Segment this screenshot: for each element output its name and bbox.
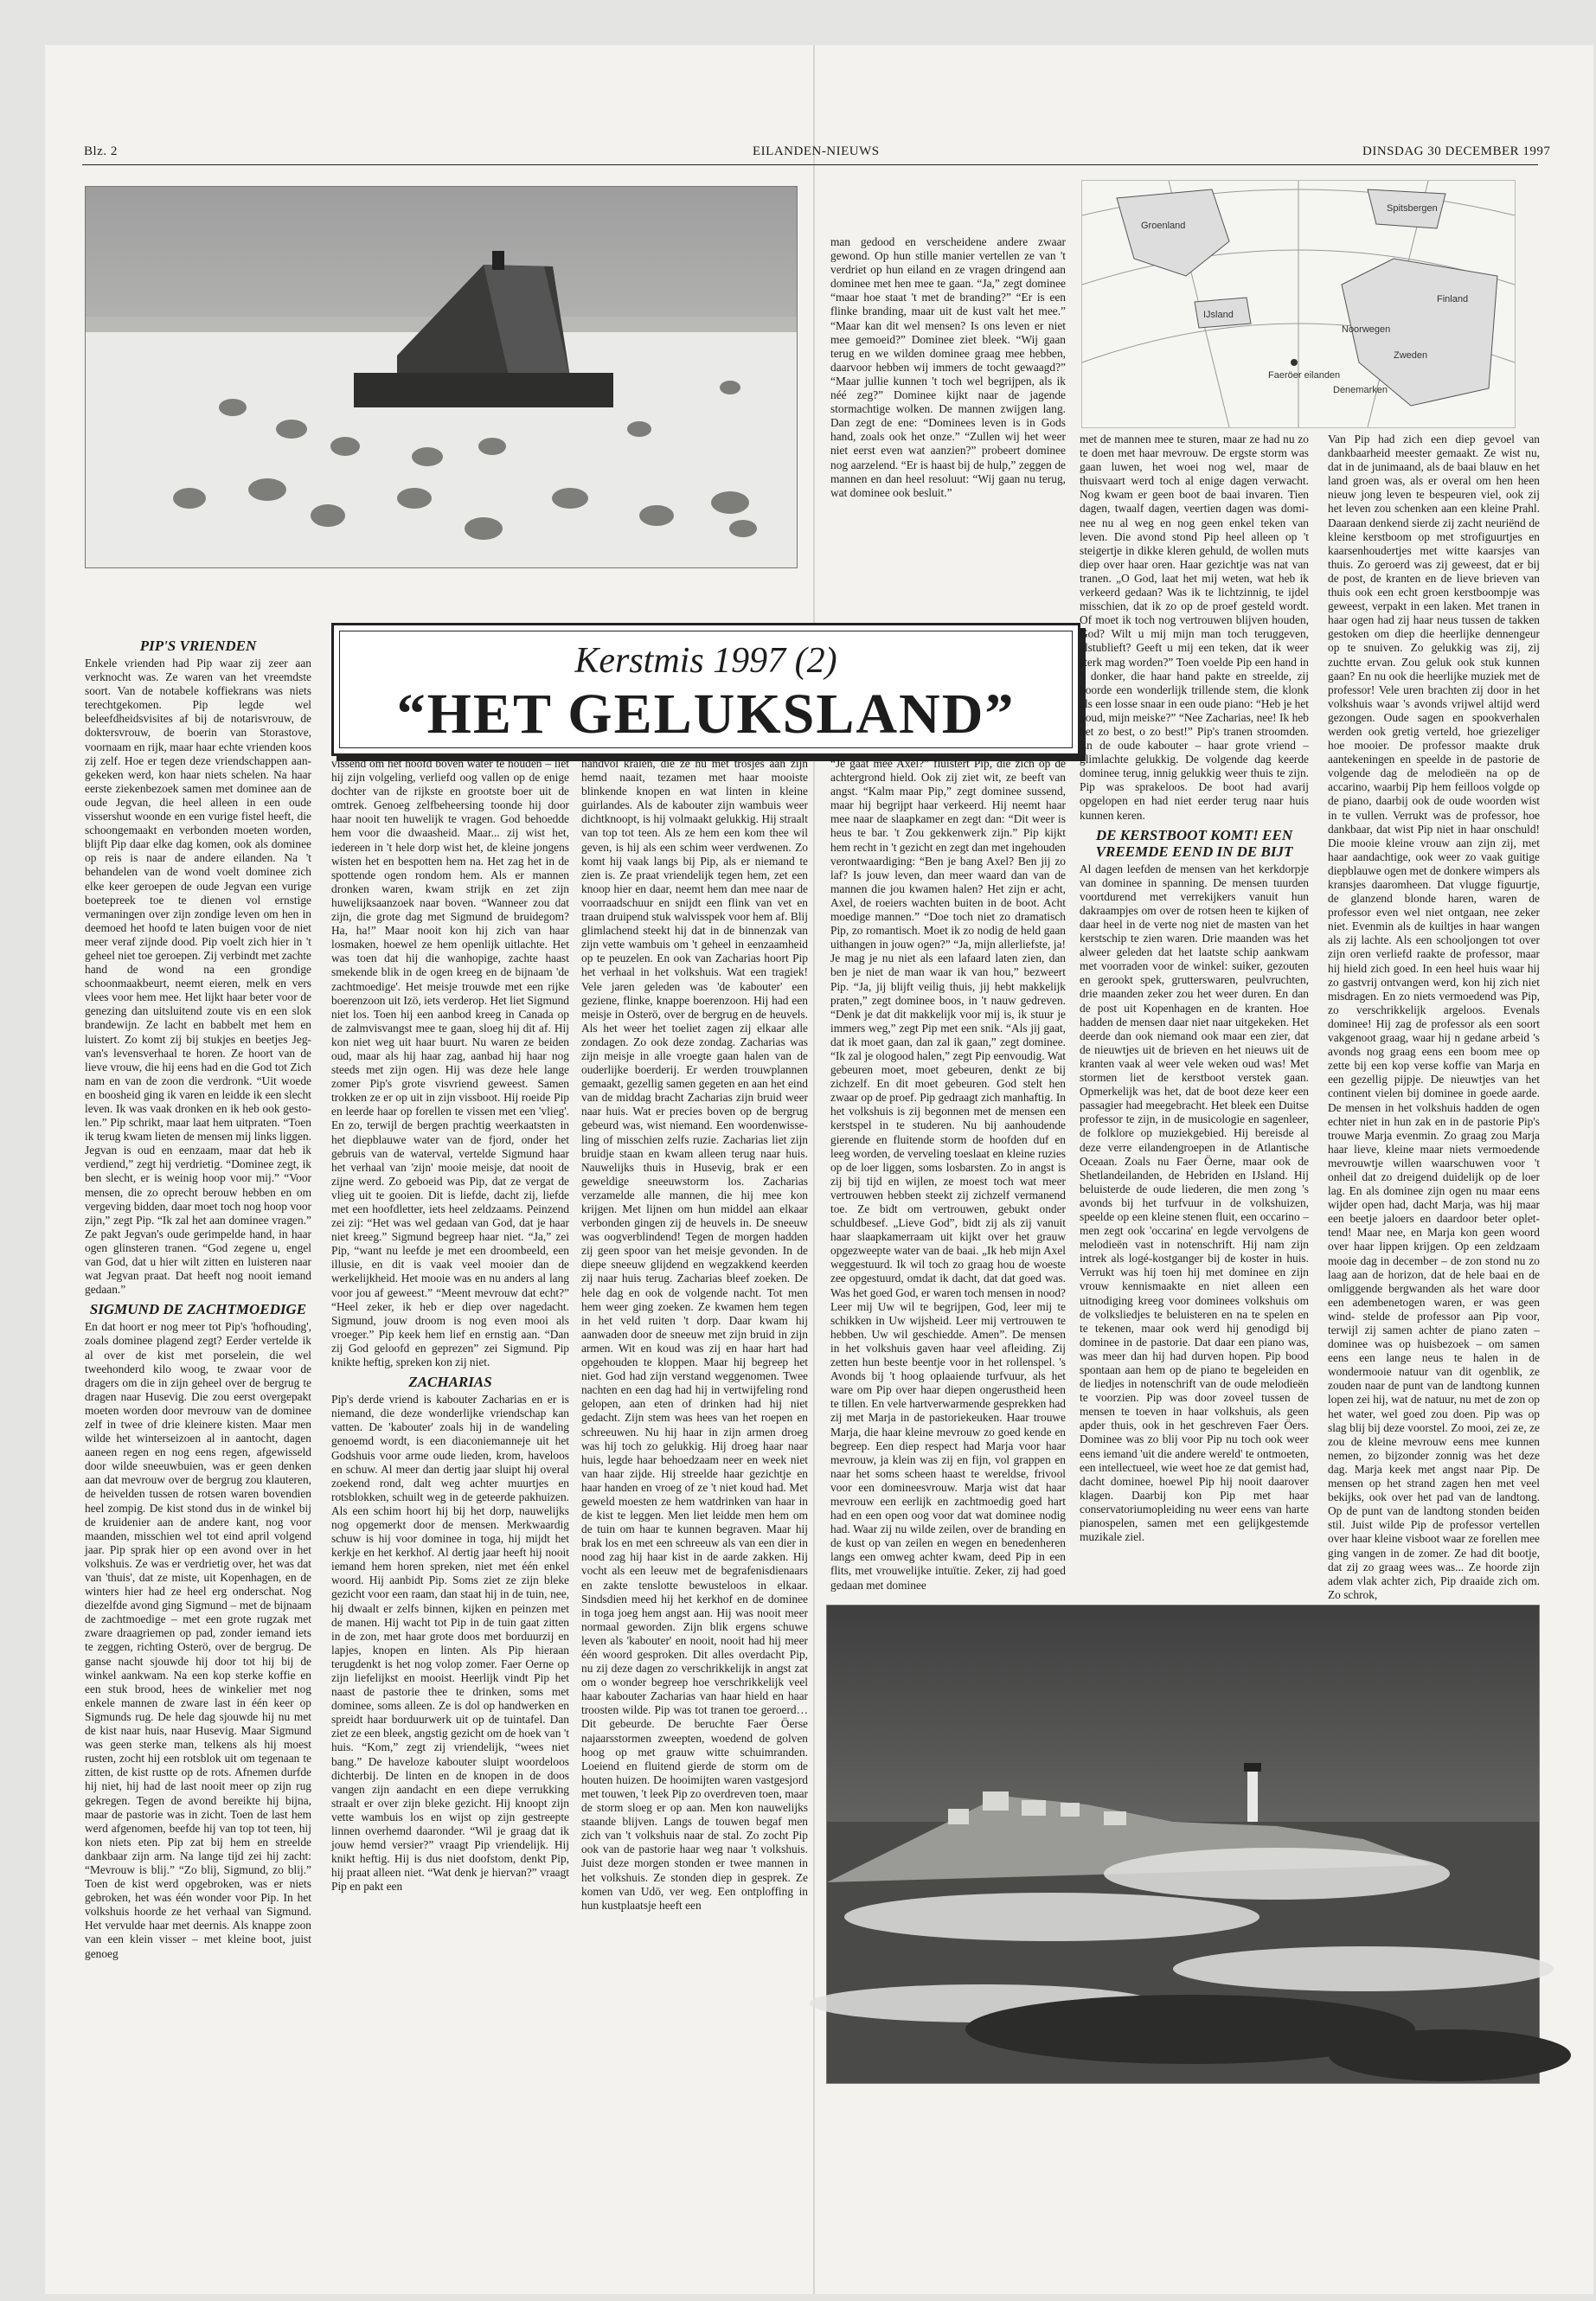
column-1 xyxy=(85,633,311,2255)
map-label-spitsbergen: Spitsbergen xyxy=(1387,203,1438,214)
article-text: Enkele vrienden had Pip waar zij zeer aan verknocht was. Ze waren van het vreemdste soort. Van de notabele koffiekrans was niets terechtgekomen. Pip legde wel beleefdheidsvisites af bij de notarisvrouw, de doktersvrouw, de boerin van Storastove, voornaam en rijk, maar haar echte vrienden koos zij zelf. Hoe er tegen deze vriendschappen aangekeken werd, kon haar niets schelen. Na haar eerste ziekenbezoek samen met dominee aan de oude Jegvan, die heel alleen in een oude vissershut woonde en een vurige fistel heeft, die schoongemaakt en verbonden moeten worden, blijft Pip daar elke dag komen, ook als dominee op reis is naar de andere eilanden. Na 't behandelen van de wond voelt dominee zich elke keer geroepen de oude Jegvan een vurige boetepreek toe te dienen vol ernstige vermaningen over zijn zondige leven om hen in deemoed het hoofd te laten buigen voor de niet meer veraf zijnde dood. Pip voelt zich hier in 't geheel niet toe geroepen. Zij verbindt met zachte hand de wond na een grondige schoonmaakbeurt, neemt eieren, melk en vers vlees voor hem mee. Het lijkt haar beter voor de genezing dan uitsluitend zoute vis en een slok brandewijn. Ze lacht en babbelt met hem en luistert. Zo komt zij bij stukjes en beetjes Jegvan's levensverhaal te horen. Ze hoort van de lieve vrouw, die hij eens had en die God tot Zich nam en van de zoon die verdronk. “Uit woede en boosheid ging ik varen en leidde ik een slecht leven. Ik was vaak dronken en ik heb ook gestolen.” Pip schrikt, maar laat hem uitpraten. “Toen ik terug kwam lieten de mensen mij links liggen. Jegvan is oud en eenzaam, maar dat heb ik verdiend,” zegt hij verdrietig. “Dominee zegt, ik ben slecht, er is weinig hoop voor mij.” “Voor mensen, die zo oprecht berouw hebben en om vergeving bidden, daar moet toch nog hoop voor zijn,” zegt Pip. “Ik zal het aan dominee vragen.” Ze pakt Jegvan's oude gerimpelde hand, in haar ogen glinsteren tranen. “God zegene u, engel van God, dat u hier wilt zitten en luisteren naar wat Jegvan praat. Dat heeft nog nooit iemand gedaan.” xyxy=(85,657,311,1297)
photo-stormy-coast-lighthouse xyxy=(826,1605,1540,2084)
page-number: Blz. 2 xyxy=(84,144,118,158)
map-label-finland: Finland xyxy=(1437,294,1469,304)
article-text: “Je gaat mée Axel?” fluistert Pip, die zich op de achtergrond hield. Ook zij ziet wit, ze beeft van angst. “Kalm maar Pip,” zegt dominee sussend, maar hij begrijpt haar verkeerd. Hij neemt haar mee naar de slaapkamer en zegt dan: “Dit weer is heus te bar. 't Zou gekkenwerk zijn.” Pip kijkt hem recht in 't gezicht en zegt dan met ingehouden verontwaardiging: “Ben je bang Axel? Ben jij zo laf? Is jouw leven, dan meer waard dan van de mannen die jou kwamen halen? Het zijn er acht, Axel, de roeiers wachten buiten in de boot. Acht moedige mannen.” “Doe toch niet zo dramatisch Pip, zo romantisch. Moet ik zo nodig de held gaan uithangen in jouw ogen?” “Ja, mijn allerliefste, ja! Je mag je nu niet als een lafaard laten zien, dan ben je niet de man waar ik van hou,” bezweert Pip. “Ja, jij blijft veilig thuis, jij hebt makkelijk praten,” zegt dominee boos, in 't nauw gedreven. “Denk je dat dit makkelijk voor mij is, ik stuur je immers weg,” zegt Pip met een snik. “Als jij gaat, dat ik moet gaan, dan zal ik gaan,” zegt dominee. “Ik zal je ologood halen,” zegt Pip eenvoudig. Wat gebeuren moet, moet gebeuren, denkt ze bij zichzelf. En dit moet gebeuren. God stelt hen zwaar op de proef. Pip gedraagt zich manhaftig. In het volkshuis is zij begonnen met de mensen een kerstspel in te studeren. Nu bij aanhoudende gierende en fluitende storm de hoofden duf en leeg worden, de verveling toeslaat en kleine ruzies op de loer liggen, soms losbarsten. Zo in angst is zij bij tijd en wijlen, ze moest toch wat meer vertrouwen hebben steekt zij zichzelf vermanend toe. Ze bidt om vertrouwen, gebukt onder schuldbesef. „Lieve God”, bidt zij als zij vanuit haar slaapkamerraam uit kijkt over het grauw opgezweepte water van de baai. „Ik heb mijn Axel weggestuurd. Ik wil toch zo graag hou de woeste zee opgestuurd, omdat ik dacht, dat dat goed was. Was het goed God, er waren toch mensen in nood? Leer mij Uw wil te begrijpen, God, leer mij te schikken in Uw wijsheid. Leer mij vertrouwen te hebben. Uw wil geschiedde. Amen”. De mensen in het volkshuis gaven haar veel afleiding. Zij zetten hun beste beentje voor in het rollenspel. 's Avonds bij 't hoog oplaaiende turfvuur, als het ware om Pip over haar diepen ongerustheid heen te tillen. En vele hartverwarmende gesprekken had zij met Marja in de pastoriekeuken. Haar trouwe Marja, die haar kleine mevrouw zo goed kende en begreep. Een diep respect had Marja voor haar mevrouw, ja klein was zij en fijn, vol grappen en naar het soms scheen haast te wereldse, frivool voor een domineesvrouw. Marja wist dat haar mevrouw een eerlijk en zachtmoedig goed hart had en een open oog voor dat wat dominee nodig had. Waar zij nu wilde zeilen, over de branding en de kust op van zeilen en wegen en benedenheren langs een omweg achter kwam, deed Pip in een flits, met vrouwelijke intuïtie. Zeker, zij had goed gedaan met dominee xyxy=(830,757,1066,1592)
map-label-zweden: Zweden xyxy=(1394,350,1428,361)
header-rule xyxy=(82,164,1538,165)
photo-farmhouse-sheep xyxy=(85,186,798,568)
column-4 xyxy=(830,757,1066,1592)
map-north-atlantic xyxy=(1081,180,1516,428)
paper-name: EILANDEN-NIEUWS xyxy=(753,144,880,158)
section-heading-kerstboot: DE KERSTBOOT KOMT! EEN VREEMDE EEND IN DE BIJT xyxy=(1095,826,1293,860)
page-fold xyxy=(813,45,815,2294)
article-text: man gedood en verscheidene andere zwaar gewond. Op hun stille manier vertellen ze van 't verdriet op hun eiland en ze vragen dringend aan dominee met hen mee te gaan. “Ja,” zegt dominee “maar hoe staat 't met de branding?” “Er is een flinke branding, maar uit de kust valt het mee.” “Maar kan dit wel mensen? Is ons leven er niet mee gemoeid?” Dominee ziet bleek. “Wij gaan terug en we wilden dominee graag mee hebben, daarvoor hebben wij immers de tocht gewaagd?” “Maar jullie kunnen 't toch wel begrijpen, als ik néé zeg?” Dominee kijkt naar de jagende stormachtige wolken. De mannen zwijgen lang. Dan zegt de ene: “Dominees leven is in Gods hand, zoals ook het onze.” “Zullen wij het weer niet eerst even wat aanzien?” probeert dominee nog aarzelend. “Er is haast bij de hulp,” zeggen de mannen en dan heel resoluut: “Wij gaan nu terug, wat dominee ook besluit.” xyxy=(830,235,1066,499)
article-text: En dat hoort er nog meer tot Pip's 'hofhouding', zoals dominee plagend zegt? Eerder vertelde ik al over de kist met porselein, die wel tweehonderd kilo woog, te zwaar voor de dragers om die in zijn geheel over de bergrug te dragen naar Husevig. Die zou eerst overgepakt moeten worden door mevrouw van de dominee zelf in twee of drie kleinere kisten. Maar men wilde het winterseizoen al in aantocht, dagen aaneen regen en nog eens regen, afgewisseld door wilde sneeuwbuien, was er geen denken aan dat mevrouw over de bergrug zou klauteren, de heivelden tussen de rotsen waren bovendien heel zompig. De kist stond dus in de winkel bij de kruidenier aan de andere kant, nog voor maanden, misschien wel tot eind april volgend jaar. Pip sprak hier op een avond over in het volkshuis. Ze was er verdrietig over, het was dat van 'thuis', dat ze miste, uit Kopenhagen, en de winters hier had ze heel erg onderschat. Nog diezelfde avond ging Sigmund – met de bijnaam de zachtmoedige – met een grote rugzak met zware draagriemen op pad, zonder iemand iets te zeggen, richting Osterö, over de bergrug. De ganse nacht sjouwde hij door tot hij bij de winkel aankwam. Na een kop sterke koffie en een stuk brood, hees de winkelier met nog enkele mannen de zware last in één keer op Sigmunds rug. De hele dag sjouwde hij nu met de kist naar huis, naar Husevig. Maar Sigmund was geen sterke man, telkens als hij moest rusten, zocht hij een rotsblok uit om tegenaan te zitten, de kist rustte op de rots. Afnemen durfde hij niet, hij had de last nooit meer op zijn rug gekregen. Tegen de avond bereikte hij bijna, maar de pastorie was in zicht. Toen de last hem werd afgenomen, beefde hij van top tot teen, hij kon niets eten. Pip zat bij hem en streelde dankbaar zijn arm. Na lange tijd zei hij zacht: “Mevrouw is blij.” “Zo blij, Sigmund, zo blij.” Toen de kist werd opgebroken, was er niets gebroken, het was één wonder voor Pip. In het volkshuis hoorde ze het verhaal van Sigmund. Het vervulde haar met deernis. Als knappe zoon van een klein visser – met kleine boot, juist genoeg xyxy=(85,1320,311,1960)
column-2 xyxy=(331,757,569,2255)
column-3 xyxy=(581,757,808,2255)
article-text: vissend om het hoofd boven water te houden – liet hij zijn volgeling, verliefd oog vallen op de enige dochter van de rijkste en grootste boer uit de omtrek. Genoeg zelfbeheersing toonde hij door haar nooit ten huwelijk te vragen. God behoedde hem voor die dwaasheid. Maar... zij wist het, iedereen in 't hele dorp wist het, de kleine jongens wisten het en bespotten hem na. Het zag het in de spottende ogen rondom hem. Als er mannen dronken waren, kwam strijk en zet zijn huwelijksaanzoek naar boven. “Wanneer zou dat zijn, die grote dag met Sigmund de bruidegom? Ha, ha!” Maar nooit kon hij zich van haar losmaken, hoewel ze hem openlijk uitlachte. Het was toen dat hij die wanhopige, zachte haast smekende blik in de ogen kreeg en de bijnaam 'de zachtmoedige'. Het meisje trouwde met een rijke boerenzoon uit Izö, iets verderop. Het liet Sigmund niet los. Toen hij een aanbod kreeg in Canada op de zalmvisvangst mee te gaan, sloeg hij dit af. Hij kon niet weg uit haar buurt. Nu waren ze beiden oud, maar als hij haar zag, aanbad hij haar nog steeds met zijn ogen. Hij was deze hele lange zomer Pip's grote visvriend geweest. Samen trokken ze er op uit in zijn vissboot. Hij roeide Pip en leerde haar op forellen te vissen met een 'vlieg'. En zo, terwijl de bergen prachtig weerkaatsten in het diepblauwe water van de fjord, onder het gebruis van de waterval, vertelde Sigmund haar het verhaal van 'zijn' mooie meisje, dat nooit de zijne werd. Zo geboeid was Pip, dat ze vergat de vlieg uit te gooien. Dit is liefde, dacht zij, liefde met een hoofdletter, iets heel zeldzaams. Peinzend zei zij: “Het was wel gedaan van God, dat je haar niet kreeg.” Sigmund begreep haar niet. “Ja,” zei Pip, “want nu leefde je met een droombeeld, een illusie, en dit is vaak veel mooier dan de werkelijkheid. Het mooie was en nu anders al lang voor jou af geweest.” “Meent mevrouw dat echt?” “Heel zeker, ik heb er diep over nagedacht. Sigmund, jouw droom is nog even mooi als vroeger.” Pip keek hem lief en ernstig aan. “Dan zij God geloofd en geprezen” zei Sigmund. Pip knikte heftig, spreken kon zij niet. xyxy=(331,757,569,1369)
map-label-groenland: Groenland xyxy=(1141,221,1186,231)
section-heading-sigmund: SIGMUND DE ZACHTMOEDIGE xyxy=(89,1301,307,1318)
headline-title: “HET GELUKSLAND” xyxy=(396,683,1016,746)
map-label-ijsland: IJsland xyxy=(1203,310,1234,320)
column-6 xyxy=(1328,433,1540,1601)
map-label-faeroer: Faeröer eilanden xyxy=(1268,370,1341,381)
section-heading-pips-vrienden: PIP'S VRIENDEN xyxy=(139,638,257,654)
headline-box xyxy=(331,623,1080,756)
column-4-top xyxy=(830,235,1066,616)
issue-date: DINSDAG 30 DECEMBER 1997 xyxy=(1362,144,1551,158)
headline-frame xyxy=(339,631,1073,748)
headline-kicker: Kerstmis 1997 (2) xyxy=(574,641,837,681)
article-text: Al dagen leefden de mensen van het kerkdorpje van dominee in spanning. De mensen tuurden voortdurend met verrekijkers vanuit hun dakraampjes om over de rotsen heen te kijken of daar heel in de verte nog niet de masten van het kerstschip te zien waren. Drie maanden was het alweer geleden dat het laatste schip aankwam met voorraden voor de winkel: suiker, gezouten en gerookt spek, grutterswaren, peulvruchten, drie maanden zeker zou het weer duren. En dan de post uit Kopenhagen en de kranten. Hoe hadden de mensen daar niet naar uitgekeken. Het deerde dan ook niemand ook maar een zier, dat de nieuwtjes uit de brieven en het nieuws uit de kranten vaak al weer vele weken oud was! Met stormen liet de kerstboot verstek gaan. Opmerkelijk was het, dat de boot deze keer een passagier had meegebracht. Het bleek een Duitse professor te zijn, in de musicologie en sagenleer, de folklore op muziekgebied. Hij bereisde al deze verre eilandengroepen in de Atlantische Oceaan. Zoals nu Faer Öerne, maar ook de Shetlandeilanden, de Hebriden en IJsland. Hij beluisterde de oude liederen, die men zong 's avonds bij het turfvuur in de volkshuizen, speelde op een kleine stenen fluit, een occarino – men zegt ook 'occarina' en legde vervolgens de melodieën vast in notenschrift. Hij nam zijn intrek als logé-kostganger bij de koster in huis. Verrukt was hij toen hij met dominee en zijn vrouw kennismaakte en niet alleen een uitnodiging kreeg voor dominees volkshuis om de volksliedjes te beluisteren en na te spelen en te tekenen, maar ook werd hij genodigd bij dominee in de pastorie. Dat daar een piano was, was meer dan hij had durven hopen. Pip bood spontaan aan hem op de piano te begeleiden en de liedjes in notenschrift van de oude melodieën te voorzien. Pip was door zoveel tussen de mensen te toeven in haar volkshuis, als geen apder thuis, ook in het geschreven Faer Öers. Dominee was zo blij voor Pip nu toch ook weer eens iemand 'uit die andere wereld' te ontmoeten, een intellectueel, wie weet hoe ze dat gemist had, dacht dominee, hoewel Pip hij nooit daarover klagen. Daarbij kon Pip met haar conservatoriumopleiding nu weer eens van harte pianospelen, samen met een gelijkgestemde muzikale ziel. xyxy=(1080,862,1309,1544)
article-text: Van Pip had zich een diep gevoel van dankbaarheid meester gemaakt. Ze wist nu, dat in de junimaand, als de baai blauw en het land groen was, als er overal om hen heen nieuw jong leven te bespeuren viel, ook zij het leven zou schenken aan een kleine Prahl. Daaraan denkend sierde zij zacht neuriënd de kleine kerstboom op met strofiguurtjes en kaarsenhoudertjes met witte kaarsjes van thuis. Zo geroerd was zij geweest, dat er bij de post, de kranten en de lieve brieven van thuis ook een echt groen kerstboompje was geweest, verpakt in een laken. Met tranen in haar ogen had zij haar neus tussen de takken gestoken om diep die heerlijke dennengeur op te snuiven. Zo gelukkig was zij, zij zuchtte ervan. Zou geluk ook stuk kunnen gaan? En nu ook die heerlijke muziek met de professor! Vele uren brachten zij door in het volkshuis waar 's avonds vrijwel altijd werd gezongen. Oude sagen en spookverhalen werden ook gretig verteld, hoe griezeliger hoe mooier. De professor maakte druk aantekeningen en speelde in de pastorie de volgende dag de melodieën na op de accarino, waarbij Pip hem feilloos volgde op de piano, daarbij ook de oude woorden wist in te vullen. Verrukt was de professor, hoe dankbaar, dat wist Pip niet in haar onschuld! Die mooie kleine vrouw aan zijn zij, met haar aandachtige, ook weer zo vaak guitige diepblauwe ogen met de donkere wimpers als kransjes daaromheen. Dat vlugge figuurtje, de glanzend blonde haren, waren de professor even wel niet ontgaan, nee zeker niet. Evenmin als de kuiltjes in haar wangen als zij lachte. Als een schooljongen tot over zijn oren verliefd raakte de professor, maar hij hield zich goed. In een heel huis waar hij zo gastvrij ontvangen werd, kon hij zich niet misdragen. En zo niets vermoedend was Pip, zo verschrikkelijk argeloos. Evenals dominee! Hij zag de professor als een soort vakgenoot graag, waar hij n gedane arbeid 's avonds nog graag eens een boom mee op zette bij een kop verse koffie van Marja en een gezellig pijpje. De nieuwtjes van het continent vielen bij dominee in goede aarde. De mensen in het volkshuis hadden de ogen echter niet in hun zak en in de pastorie Pip's trouwe Marja evenmin. Zo graag zou Marja haar lieve, kleine maar niets vermoedende mevrouwtje willen waarschuwen voor 't onheil dat zo dreigend duidelijk op de loer lag. En als dominee zijn ogen nu maar eens wijder open had, dacht Marja, was hij maar een beetje jaloers en daardoor beter oplettend! Maar nee, en Marja kon geen woord over haar lippen krijgen. Op een zeldzaam mooie dag in december – de zon stond nu zo laag aan de horizon, dat de hele baai en de omliggende bergwanden als het ware door een adembenetogen waren, er was geen wind- stelde de professor aan Pip voor, terwijl zij samen achter de piano zaten – dominee was op huisbezoek – om samen eens een lange neus te halen in de wondermooie natuur van dit ogenblik, ze zouden naar de punt van de landtong kunnen lopen zei hij, wat de natuur, nu met de zon op het water, wel goed zou doen. Pip was op slag blij bij deze voorstel. Zo mooi, zei ze, ze zou de kleine mevrouw eens mee kunnen nemen, zo bijzonder zonnig was het deze dag. Marja keek met angst naar Pip. De mensen op het strand zagen hen met veel bekijks, ook over het pad van de landtong. Op de punt van de landtong stonden beiden stil. Juist wilde Pip de professor vertellen over haar kleine visboot waar ze forellen mee ging vangen in de zomer. Ze had dit bootje, dat zij zo graag wees was... Ze hoorde zijn adem vlak achter zich, Pip draaide zich om. Zo schrok, xyxy=(1328,433,1540,1601)
map-label-noorwegen: Noorwegen xyxy=(1342,324,1391,335)
article-text: Pip's derde vriend is kabouter Zacharias en er is niemand, die deze wonderlijke vriendschap kan vatten. De 'kabouter' zoals hij in de wandeling genoemd wordt, is een diaconiemanneje uit het Godshuis voor arme oude lieden, krom, haveloos en schuw. Al meer dan dertig jaar sluipt hij overal zoekend rond, dalt weg achter muurtjes en rotsblokken, schuilt weg in de geteerde pakhuizen. Als een schim hoort hij bij het dorp, nauwelijks nog opgemerkt door de mensen. Merkwaardig schuw is hij voor dominee in toga, hij mijdt het kerkje en het kerkhof. Al dertig jaar heeft hij nooit iemand hem horen spreken, niet met één enkel woord. Hij aanbidt Pip. Soms ziet ze zijn bleke gezicht voor een raam, dan staat hij in de tuin, nee, hij dwaalt er zelfs binnen, kijken en peinzen met de manen. Hij wacht tot Pip in de tuin gaat zitten in de zon, met haar grote doos met borduurzij en lapjes, knopen en linten. Als Pip hieraan terugdenkt is het nog volop zomer. Faer Oerne op zijn liefelijkst en mooist. Heerlijk vindt Pip het naast de pastorie thee te drinken, soms met dominee, soms alleen. Ze is dol op handwerken en spreidt haar borduurwerk uit op de tuintafel. Dan ziet ze een bleek, angstig gezicht om de hoek van 't huis. “Kom,” zegt zij vriendelijk, “wees niet bang.” De haveloze kabouter sluipt woordeloos dichterbij. De linten en de knopen in de doos vangen zijn aandacht en een diepe verrukking straalt er over zijn bleke gezicht. Hij knoopt zijn vette wambuis los en wijst op zijn gestreepte linnen overhemd daaronder. “Wil je graag dat ik jouw hemd versier?” vraagt Pip vriendelijk. Hij knikt heftig. Hij is dus niet doofstom, denkt Pip, hij praat alleen niet. “Wat denk je hiervan?” vraagt Pip en pakt een xyxy=(331,1393,569,1894)
map-label-denemarken: Denemarken xyxy=(1333,385,1388,395)
article-text: met de mannen mee te sturen, maar ze had nu zo te doen met haar mevrouw. De ergste storm was gaan luwen, het woei nog wel, maar de thuisvaart werd toch al enige dagen verwacht. Nog kwam er geen boot de baai invaren. Tien dagen, twaalf dagen, veertien dagen was dominee nu al weg en nog geen enkel teken van leven. Die avond stond Pip heel alleen op 't steigertje in dikke kleren gehuld, de wollen muts diep over haar oren. Haar gezichtje was nat van tranen. „O God, laat het mij weten, wat heb ik verkeerd gedaan? Was ik te lichtzinnig, te ijdel misschien, dat ik zo op de proef gesteld wordt. Of moet ik toch nog vertrouwen blijven houden, God? Wilt u mij mijn man toch teruggeven, alstublieft? Geeft u mij een teken, dat ik weer sterk mag worden?” Toen voelde Pip een hand in 't donker, die haar hand pakte en streelde, zij hoorde een wonderlijk trillende stem, die klonk als een losse snaar in een oude piano: “Heb je het koud, mijn meiske?” “Nee Zacharias, nee! Ik heb het zo best, o zo best!” Pip's tranen stroomden. En de oude kabouter – haar grote vriend – glimlachte gelukkig. De volgende dag keerde dominee terug, innig gelukkig weer thuis te zijn. Pip was sprakeloos. De boot had avarij opgelopen en had niet eerder terug naar huis kunnen keren. xyxy=(1080,433,1309,822)
section-heading-zacharias: ZACHARIAS xyxy=(408,1374,492,1391)
column-5 xyxy=(1080,433,1309,1587)
article-text: handvol kralen, die ze nu met trosjes aan zijn hemd naait, tezamen met haar mooiste blinkende knopen en wat linten in kleine guirlandes. Als de kabouter zijn wambuis weer dichtknoopt, is hij volmaakt gelukkig. Hij straalt van top tot teen. Als ze hem een kom thee wil geven, is hij als een schim weer verdwenen. Zo komt hij vaak langs bij Pip, als er niemand te zien is. Ze praat vriendelijk tegen hem, zet een knoop hier en daar, neemt hem dan mee naar de voorraadschuur en snijdt een flink van vet en traan druipend stuk walvisspek voor hem af. Blij glimlachend steekt hij dat in de binnenzak van zijn vette wambuis om 't geheel in eenzaamheid op te peuzelen. En ook van Zacharias hoort Pip het verhaal in het volkshuis. Wat een tragiek! Vele jaren geleden was 'de kabouter' een geziene, flinke, knappe boerenzoon. Hij had een meisje in Osterö, over de bergrug en de heuvels. Als het weer het toeliet zagen zij elkaar alle zondagen. Zo ook deze zondag. Zacharias was zijn meisje in alle vroegte gaan halen van de ouderlijke boerderij. Er werden trouwplannen gemaakt, gezellig samen gegeten en aan het eind van de middag bracht Zacharias zijn bruid weer naar huis. Wat er precies boven op de bergrug gebeurd was, wist niemand. Een woordenwisseling of misschien zelfs ruzie. Zacharias liet zijn bruidje staan en kwam alleen terug naar huis. Nauwelijks thuis in Husevig, brak er een geweldige sneeuwstorm los. Zacharias verzamelde alle mannen, die hij mee kon krijgen. Met lijnen om hun middel aan elkaar verbonden gingen zij de heuvels in. De sneeuw was oogverblindend! Tegen de morgen hadden zij geen spoor van het meisje gevonden. In de diepe sneeuw glijdend en wegzakkend keerden zij naar huis terug. Zacharias bleef zoeken. De hele dag en ook de volgende nacht. Tot men hem weer ging zoeken. Ze kwamen hem tegen in het veld ruiten 't dorp. Daar kwam hij aanwaden door de sneeuw met zijn bruid in zijn armen. Wit en koud was zij en haar hart had opgehouden te kloppen. Maar hij begreep het niet. God had zijn verstand weggenomen. Twee nachten en een dag had hij in vertwijfeling rond gelopen, aan eten of drinken had hij niet gedacht. Zijn stem was hees van het roepen en schreeuwen. Nu hij haar in zijn armen droeg was hij toch zo gelukkig. Hij droeg haar naar huis, legde haar behoedzaam neer en week niet van haar zijde. Hij streelde haar gezichtje en haar handen en vroeg of ze 't niet koud had. Met geweld moesten ze hem watdrinken van haar in de kist te leggen. Men liet leidde men hem om de tuin om haar te kunnen begraven. Maar hij brak los en met een schreeuw als van een dier in nood zag hij haar kist in de aarde zakken. Hij vocht als een leeuw met de begrafenisdienaars en zakte tenslotte bewusteloos in elkaar. Sindsdien meed hij het kerkhof en de dominee in toga joeg hem angst aan. Hij was nooit meer normaal geworden. Zijn blik ergens schuwe leven als 'kabouter' en nooit, nooit had hij meer één woord gesproken. Dit alles overdacht Pip, nu zij deze dagen zo verschrikkelijk in angst zat om o wonder begreep hoe verschrikkelijk veel haar kabouter Zacharias van haar hield en haar troosten wilde. Pip was tot tranen toe geroerd… Dit gebeurde. De beruchte Faer Öerse najaarsstormen zweepten, woedend de golven hoog op met grauw witte schuimranden. Loeiend en fluitend gierde de storm om de houten huizen. De hooimijten waren vastgesjord met touwen, 't leek Pip zo overdreven toen, maar de storm sloeg er op aan. Men kon nauwelijks staande blijven. Langs de touwen begaf men zich van 't volkshuis naar de stal. Zo zocht Pip ook van de pastorie haar weg naar 't volkshuis. Juist deze morgen stonden er twee mannen in het volkshuis. Ze stonden diep in gesprek. Ze komen van Udö, ver weg. Een ontploffing in hun kustplaatsje heeft een xyxy=(581,757,808,1912)
